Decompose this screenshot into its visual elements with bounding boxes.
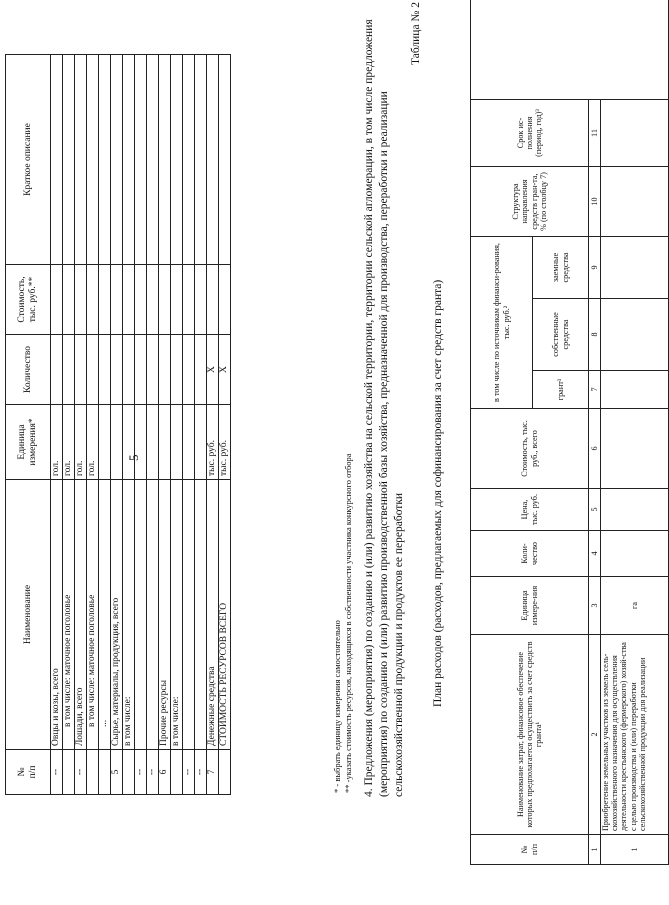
cell-num (87, 750, 99, 795)
cell-quantity (601, 531, 669, 577)
column-number: 8 (589, 299, 601, 371)
footnote-cost: ** -указать стоимость ресурсов, находящихся в собственности участника конкурсного отбора (343, 453, 353, 793)
cell-quantity (75, 335, 87, 405)
table-2-title: План расходов (расходов, предлагаемых для софинансирования за счет средств гранта) (432, 279, 444, 707)
cell-cost (123, 265, 135, 335)
cell-num (99, 750, 111, 795)
cell-num (123, 750, 135, 795)
cell-cost (219, 265, 231, 335)
cell-cost (147, 265, 159, 335)
cell-name (195, 480, 207, 750)
cell-loan (601, 237, 669, 299)
resources-header-cost: Стоимость, тыс. руб.** (6, 265, 51, 335)
cell-name: Овцы и козы, всего (51, 480, 63, 750)
section-4-paragraph: 4. Предложения (мероприятия) по созданию и (или) развитию хозяйства на сельской территории, территории сельской агломерации, в том числе предложения (мероприятия) по созданию и (или) развитию производственной базы хозяйства, предназначенной для производства, переработки и реализации сельскохозяйственной продукции и продуктов ее переработки (363, 19, 405, 797)
cell-cost (195, 265, 207, 335)
expense-header-unit: Единица измере-ния (471, 577, 589, 635)
cell-num (63, 750, 75, 795)
cell-unit (135, 405, 147, 480)
expense-header-quantity: Коли-чество (471, 531, 589, 577)
table-row (195, 55, 207, 795)
cell-description (111, 55, 123, 265)
cell-cost (207, 265, 219, 335)
cell-name (183, 480, 195, 750)
cell-structure (601, 167, 669, 237)
resources-table (5, 54, 231, 795)
expense-header-row-1 (471, 0, 533, 865)
cell-cost (171, 265, 183, 335)
resources-header-name: Наименование (6, 480, 51, 750)
column-number: 7 (589, 371, 601, 409)
cell-quantity (171, 335, 183, 405)
cell-description (123, 55, 135, 265)
cell-cost (75, 265, 87, 335)
cell-unit: гол. (75, 405, 87, 480)
cell-num (219, 750, 231, 795)
cell-unit (195, 405, 207, 480)
cell-name: в том числе: (123, 480, 135, 750)
cell-num: 1 (601, 835, 669, 865)
cell-name: Лошади, всего (75, 480, 87, 750)
cell-cost (135, 265, 147, 335)
cell-quantity (87, 335, 99, 405)
cell-quantity (135, 335, 147, 405)
cell-num: -- (51, 750, 63, 795)
expense-header-term: Срок ис-полнения (период, год)³ (471, 100, 589, 167)
cell-name: СТОИМОСТЬ РЕСУРСОВ ВСЕГО (219, 480, 231, 750)
cell-quantity (99, 335, 111, 405)
expense-header-price: Цена, тыс. руб. (471, 489, 589, 531)
resources-header-unit: Единица измерения* (6, 405, 51, 480)
cell-name: в том числе: маточное поголовье (87, 480, 99, 750)
cell-cost (51, 265, 63, 335)
expense-header-structure: Структура направления средств гран-та, % (по столбцу 7) (471, 167, 589, 237)
cell-num: 7 (207, 750, 219, 795)
table-2-label: Таблица № 2 (410, 1, 422, 65)
cell-quantity (63, 335, 75, 405)
resources-table-header-row (6, 55, 51, 795)
cell-unit (183, 405, 195, 480)
table-row (219, 55, 231, 795)
cell-description (195, 55, 207, 265)
cell-unit (99, 405, 111, 480)
cell-num: -- (75, 750, 87, 795)
column-number: 3 (589, 577, 601, 635)
column-number: 5 (589, 489, 601, 531)
cell-quantity (159, 335, 171, 405)
table-row (159, 55, 171, 795)
expense-column-numbers-row (589, 0, 601, 865)
cell-description (63, 55, 75, 265)
cell-quantity: X (207, 335, 219, 405)
expense-extra-column (471, 0, 669, 100)
page-number: 5 (126, 454, 141, 461)
expense-header-loan: заемные средства (533, 237, 589, 299)
cell-name (135, 480, 147, 750)
cell-unit: тыс. руб. (207, 405, 219, 480)
expense-header-num: № п/п (471, 835, 589, 865)
cell-quantity (183, 335, 195, 405)
cell-description (135, 55, 147, 265)
cell-name (147, 480, 159, 750)
cell-term (601, 100, 669, 167)
cell-cost (183, 265, 195, 335)
cell-name: Прочие ресурсы (159, 480, 171, 750)
table-row (171, 55, 183, 795)
cell-unit (111, 405, 123, 480)
resources-header-quantity: Количество (6, 335, 51, 405)
cell-cost (63, 265, 75, 335)
cell-unit (123, 405, 135, 480)
cell-cost (601, 409, 669, 489)
cell-price (601, 489, 669, 531)
cell-unit: га (601, 577, 669, 635)
cell-num: 6 (159, 750, 171, 795)
table-row (601, 0, 669, 865)
cell-name: Приобретение земельных участков из земель сель-скохозяйственного назначения для осуществления деятельности крестьянского (фермерского) хозяй-ства с целью производства и (или) переработки сельскохозяйственной продукции для реализации (601, 635, 669, 835)
table-row (123, 55, 135, 795)
column-number: 2 (589, 635, 601, 835)
cell-grant (601, 371, 669, 409)
cell-cost (159, 265, 171, 335)
cell-quantity (111, 335, 123, 405)
cell-name: Денежные средства (207, 480, 219, 750)
expense-header-sources: в том числе по источникам финанси-рования, тыс. руб.² (471, 237, 533, 409)
cell-name: Сырье, материалы, продукция, всего (111, 480, 123, 750)
cell-quantity (195, 335, 207, 405)
cell-num: -- (183, 750, 195, 795)
expense-header-grant: грант³ (533, 371, 589, 409)
cell-description (219, 55, 231, 265)
cell-description (75, 55, 87, 265)
cell-name: в том числе: (171, 480, 183, 750)
table-row (183, 55, 195, 795)
cell-description (51, 55, 63, 265)
expense-plan-table (470, 0, 669, 865)
table-row (147, 55, 159, 795)
cell-unit (147, 405, 159, 480)
cell-unit: гол. (87, 405, 99, 480)
cell-cost (99, 265, 111, 335)
cell-description (159, 55, 171, 265)
cell-unit: гол. (63, 405, 75, 480)
column-number: 6 (589, 409, 601, 489)
cell-num: -- (135, 750, 147, 795)
table-row (99, 55, 111, 795)
column-number: 10 (589, 167, 601, 237)
table-row (75, 55, 87, 795)
table-row (51, 55, 63, 795)
cell-description (207, 55, 219, 265)
cell-unit (171, 405, 183, 480)
table-row (207, 55, 219, 795)
cell-description (147, 55, 159, 265)
expense-header-name: Наименование затрат, финансовое обеспечение которых предполагается осуществить за счет средств гранта¹ (471, 635, 589, 835)
column-number: 9 (589, 237, 601, 299)
table-row (63, 55, 75, 795)
cell-cost (111, 265, 123, 335)
cell-num: -- (195, 750, 207, 795)
cell-description (183, 55, 195, 265)
cell-description (99, 55, 111, 265)
cell-unit: тыс. руб. (219, 405, 231, 480)
cell-description (171, 55, 183, 265)
cell-cost (87, 265, 99, 335)
table-row (87, 55, 99, 795)
column-number: 1 (589, 835, 601, 865)
expense-header-own: собственные средства (533, 299, 589, 371)
cell-num: 5 (111, 750, 123, 795)
cell-quantity (123, 335, 135, 405)
column-number: 11 (589, 100, 601, 167)
cell-description (87, 55, 99, 265)
resources-header-num: № п/п (6, 750, 51, 795)
cell-own (601, 299, 669, 371)
cell-quantity (147, 335, 159, 405)
table-row (111, 55, 123, 795)
cell-quantity (51, 335, 63, 405)
cell-unit: гол. (51, 405, 63, 480)
cell-name: ... (99, 480, 111, 750)
expense-header-cost: Стоимость, тыс. руб., всего (471, 409, 589, 489)
table-row (135, 55, 147, 795)
cell-num: -- (147, 750, 159, 795)
cell-quantity: X (219, 335, 231, 405)
cell-unit (159, 405, 171, 480)
cell-name: в том числе: маточное поголовье (63, 480, 75, 750)
footnote-unit: * - выбрать единицу измерения самостоятельно (332, 620, 342, 793)
column-number: 4 (589, 531, 601, 577)
cell-num (171, 750, 183, 795)
resources-header-description: Краткое описание (6, 55, 51, 265)
